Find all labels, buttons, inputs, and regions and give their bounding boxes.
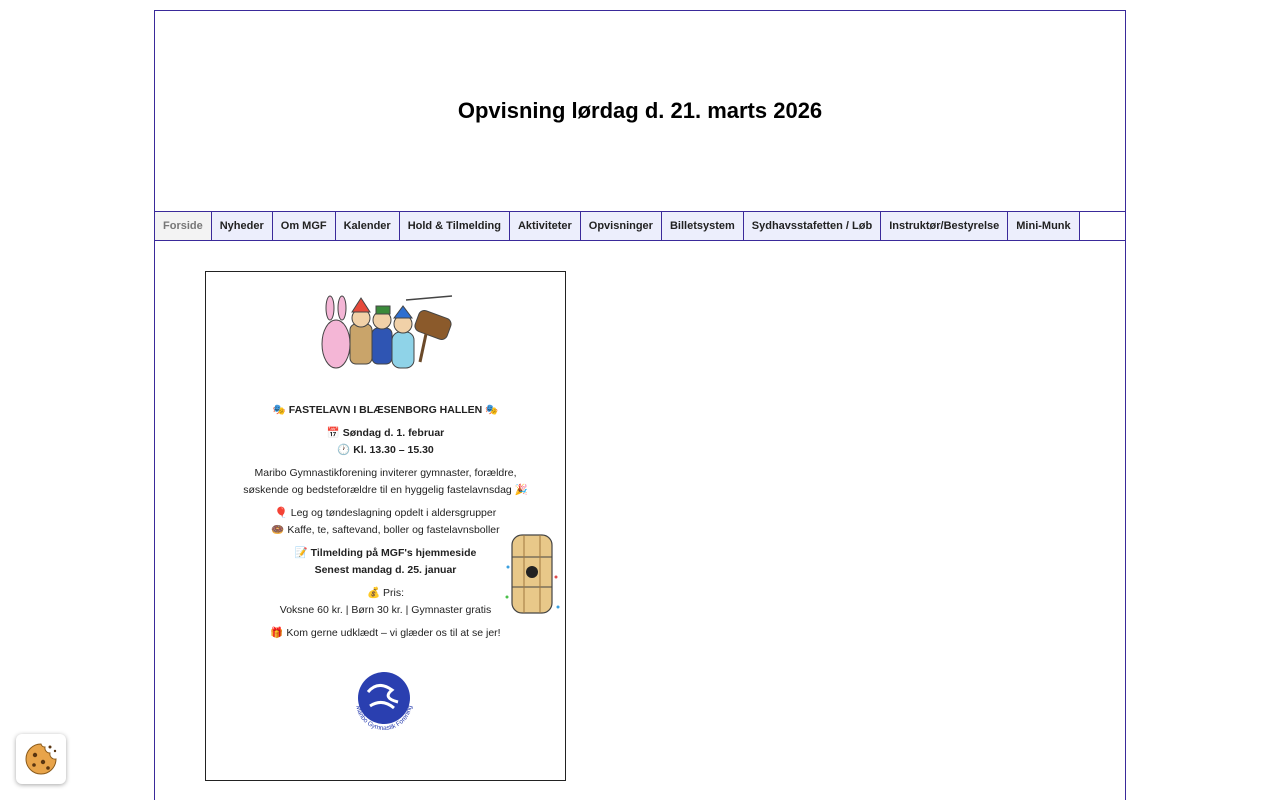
poster-heading: 🎭 FASTELAVN I BLÆSENBORG HALLEN 🎭 xyxy=(272,404,499,416)
mgf-logo-text: Maribo Gymnastik Forening xyxy=(354,704,414,732)
poster-intro-line-2: søskende og bedsteforældre til en hyggelig fastelavnsdag 🎉 xyxy=(243,484,528,496)
page-frame xyxy=(154,10,1126,800)
nav-item-sydhavsstafetten[interactable]: Sydhavsstafetten / Løb xyxy=(744,212,881,240)
poster-time: 🕐 Kl. 13.30 – 15.30 xyxy=(337,444,434,456)
poster-price-detail: Voksne 60 kr. | Børn 30 kr. | Gymnaster gratis xyxy=(279,604,492,616)
poster-item-refreshments: 🍩 Kaffe, te, saftevand, boller og fastelavnsboller xyxy=(271,524,500,536)
nav-item-kalender[interactable]: Kalender xyxy=(336,212,400,240)
nav-item-om-mgf[interactable]: Om MGF xyxy=(273,212,336,240)
poster-signup: 📝 Tilmelding på MGF's hjemmeside xyxy=(294,547,477,559)
poster-item-games: 🎈 Leg og tøndeslagning opdelt i aldersgrupper xyxy=(274,507,497,519)
poster-deadline: Senest mandag d. 25. januar xyxy=(314,564,457,576)
nav-item-aktiviteter[interactable]: Aktiviteter xyxy=(510,212,581,240)
costumed-children-illustration xyxy=(306,294,456,384)
nav-item-instruktor-bestyrelse[interactable]: Instruktør/Bestyrelse xyxy=(881,212,1008,240)
nav-item-mini-munk[interactable]: Mini-Munk xyxy=(1008,212,1079,240)
barrel-lantern-illustration xyxy=(502,527,562,627)
poster-date: 📅 Søndag d. 1. februar xyxy=(326,427,445,439)
page-title: Opvisning lørdag d. 21. marts 2026 xyxy=(457,98,823,123)
cookie-icon xyxy=(24,742,58,776)
nav-item-forside[interactable]: Forside xyxy=(155,212,212,240)
poster-intro-line-1: Maribo Gymnastikforening inviterer gymnaster, forældre, xyxy=(254,467,517,479)
nav-item-nyheder[interactable]: Nyheder xyxy=(212,212,273,240)
nav-item-billetsystem[interactable]: Billetsystem xyxy=(662,212,744,240)
main-nav xyxy=(154,211,1125,241)
poster-closing: 🎁 Kom gerne udklædt – vi glæder os til at se jer! xyxy=(270,627,501,639)
mgf-logo xyxy=(348,668,420,732)
nav-item-opvisninger[interactable]: Opvisninger xyxy=(581,212,662,240)
cookie-settings-button[interactable] xyxy=(16,734,66,784)
nav-item-hold-tilmelding[interactable]: Hold & Tilmelding xyxy=(400,212,510,240)
page-header xyxy=(155,11,1125,211)
poster-price-label: 💰 Pris: xyxy=(367,587,404,599)
fastelavn-poster[interactable] xyxy=(205,271,566,781)
